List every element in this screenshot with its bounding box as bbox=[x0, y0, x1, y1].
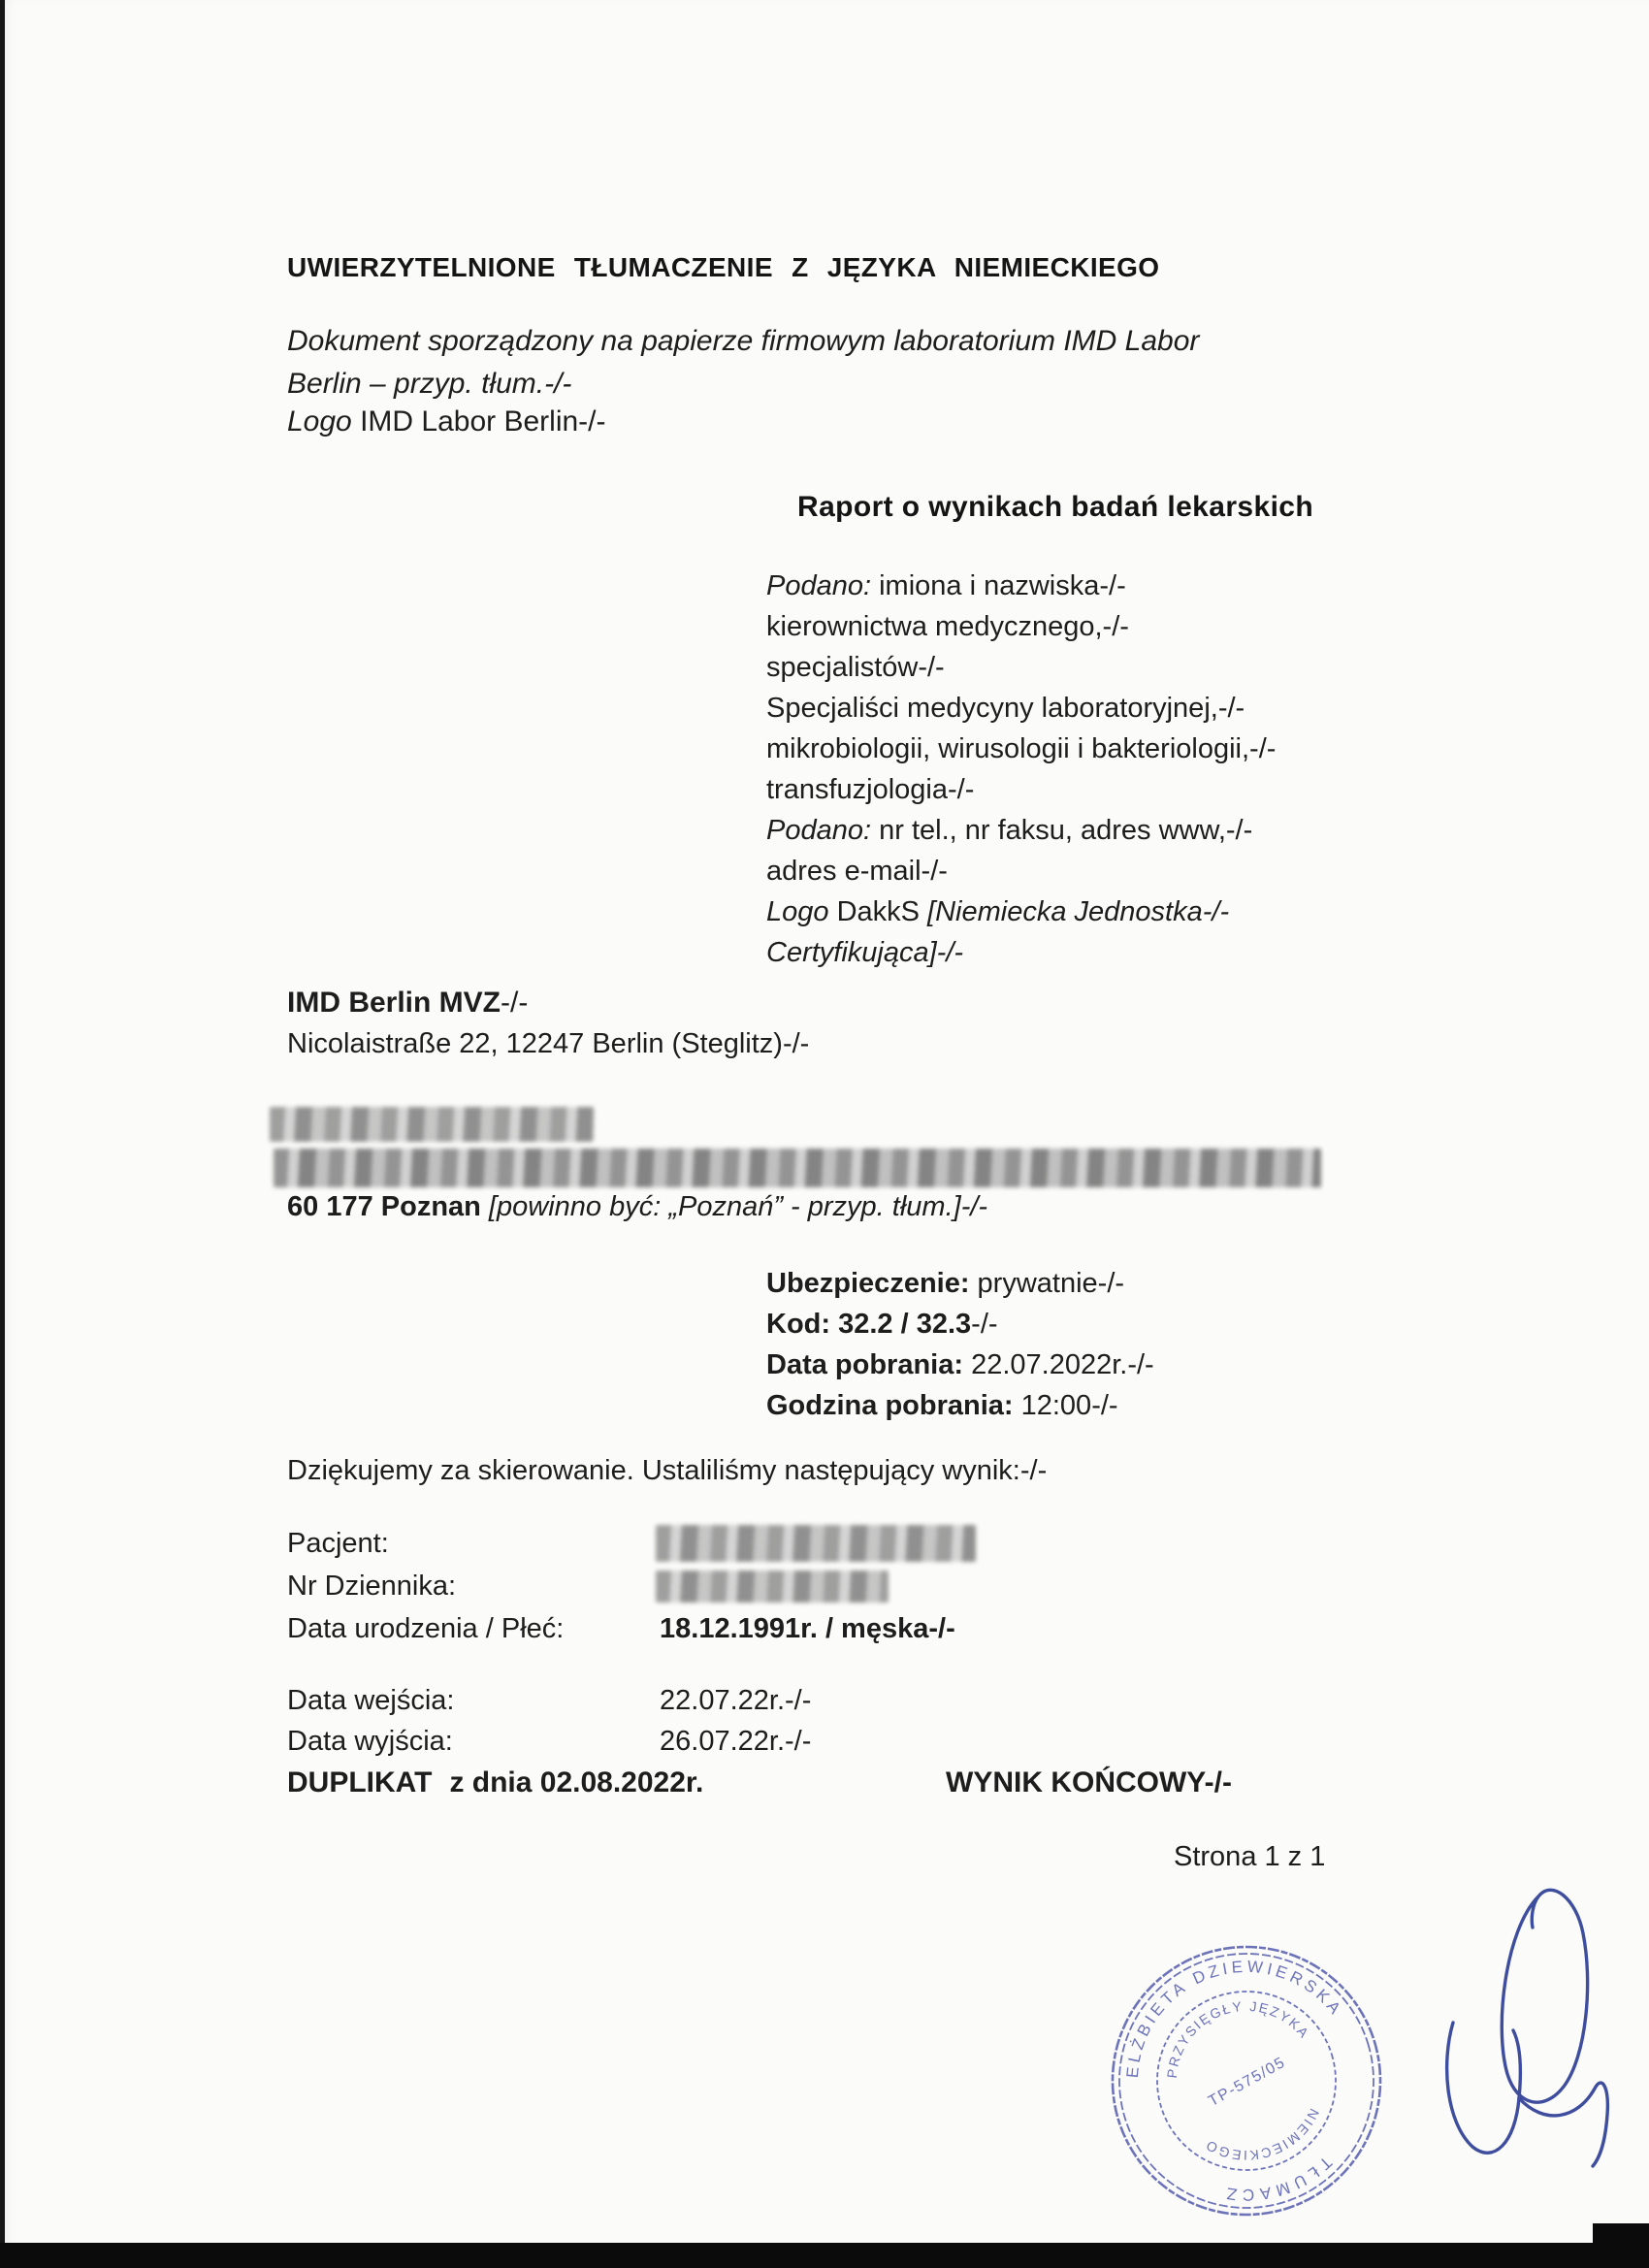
insurance-value: prywatnie-/- bbox=[969, 1268, 1125, 1299]
redacted-recipient-address bbox=[274, 1149, 1321, 1187]
given-line: mikrobiologii, wirusologii i bakteriologii,-/- bbox=[766, 733, 1277, 764]
translator-stamp bbox=[1091, 1926, 1402, 2236]
source-note-line2: Berlin – przyp. tłum.-/- bbox=[287, 368, 572, 400]
given-line bbox=[766, 566, 1276, 606]
exit-date-value: 26.07.22r.-/- bbox=[660, 1726, 812, 1757]
stamp-graphic bbox=[1091, 1926, 1402, 2236]
signature-graphic bbox=[1397, 1867, 1630, 2187]
given-line bbox=[766, 810, 1276, 851]
birthdate-sex-label: Data urodzenia / Płeć: bbox=[287, 1613, 565, 1644]
duplicate-rest: z dnia 02.08.2022r. bbox=[449, 1766, 704, 1798]
lab-address: Nicolaistraße 22, 12247 Berlin (Steglitz)-/- bbox=[287, 1028, 810, 1059]
given-info-block bbox=[766, 566, 1276, 973]
duplicate-line bbox=[287, 1766, 703, 1799]
given-line-text: imiona i nazwiska-/- bbox=[871, 570, 1126, 601]
logo-note-text: IMD Labor Berlin-/- bbox=[351, 405, 606, 437]
sampling-time-value: 12:00-/- bbox=[1013, 1390, 1118, 1421]
page-number: Strona 1 z 1 bbox=[1174, 1841, 1326, 1872]
redacted-journal-number bbox=[656, 1571, 889, 1603]
sampling-time-label: Godzina pobrania: bbox=[766, 1390, 1014, 1421]
stamp-outer-bottom-textpath: TŁUMACZ bbox=[1220, 2153, 1336, 2205]
document-title: UWIERZYTELNIONE TŁUMACZENIE Z JĘZYKA NIEMIECKIEGO bbox=[287, 252, 1160, 282]
entry-date-value: 22.07.22r.-/- bbox=[660, 1685, 812, 1716]
sampling-date-label: Data pobrania: bbox=[766, 1349, 964, 1380]
given-line: adres e-mail-/- bbox=[766, 856, 948, 887]
scan-edge-bottom bbox=[0, 2243, 1649, 2268]
scan-edge-left bbox=[0, 0, 5, 2268]
given-line: kierownictwa medycznego,-/- bbox=[766, 611, 1129, 642]
given-line-mid: DakkS bbox=[828, 896, 928, 927]
sampling-time-row bbox=[766, 1385, 1154, 1426]
lab-name: IMD Berlin MVZ bbox=[287, 987, 501, 1019]
lab-block bbox=[287, 982, 809, 1065]
code-label: Kod: 32.2 / 32.3 bbox=[766, 1309, 972, 1340]
recipient-city-line bbox=[287, 1191, 987, 1223]
signature bbox=[1397, 1867, 1630, 2187]
given-line-prefix: Podano: bbox=[766, 815, 872, 846]
signature-stroke-tail bbox=[1519, 2083, 1607, 2166]
patient-label: Pacjent: bbox=[287, 1528, 389, 1559]
referral-thanks-line: Dziękujemy za skierowanie. Ustaliliśmy następujący wynik:-/- bbox=[287, 1455, 1048, 1486]
logo-note-prefix: Logo bbox=[287, 405, 352, 437]
stamp-inner-bottom-textpath: NIEMIECKIEGO bbox=[1201, 2106, 1323, 2164]
lab-name-line bbox=[287, 982, 809, 1023]
given-line-prefix: Logo bbox=[766, 896, 829, 927]
lab-name-suffix: -/- bbox=[501, 987, 529, 1019]
logo-note bbox=[287, 405, 606, 438]
given-line bbox=[766, 891, 1276, 932]
journal-number-label: Nr Dziennika: bbox=[287, 1571, 457, 1602]
report-title: Raport o wynikach badań lekarskich bbox=[797, 491, 1314, 523]
source-note-line1: Dokument sporządzony na papierze firmowym laboratorium IMD Labor bbox=[287, 325, 1200, 357]
insurance-row bbox=[766, 1263, 1154, 1304]
sampling-date-row bbox=[766, 1345, 1154, 1385]
redacted-recipient-name bbox=[270, 1107, 594, 1142]
insurance-block bbox=[766, 1263, 1154, 1426]
stamp-center-text: TP-575/05 bbox=[1206, 2054, 1289, 2111]
code-row bbox=[766, 1304, 1154, 1345]
sampling-date-value: 22.07.2022r.-/- bbox=[963, 1349, 1154, 1380]
recipient-city: 60 177 Poznan bbox=[287, 1191, 481, 1222]
given-line-prefix: Podano: bbox=[766, 570, 872, 601]
final-result-label: WYNIK KOŃCOWY-/- bbox=[946, 1766, 1232, 1798]
given-line-text: nr tel., nr faksu, adres www,-/- bbox=[871, 815, 1253, 846]
given-line: transfuzjologia-/- bbox=[766, 774, 975, 805]
exit-date-label: Data wyjścia: bbox=[287, 1726, 453, 1757]
given-line-suffix: [Niemiecka Jednostka-/- bbox=[927, 896, 1230, 927]
signature-stroke-left bbox=[1447, 2023, 1521, 2153]
code-value: -/- bbox=[971, 1309, 998, 1340]
entry-date-label: Data wejścia: bbox=[287, 1685, 455, 1716]
birthdate-sex-value: 18.12.1991r. / męska-/- bbox=[660, 1613, 955, 1644]
source-note bbox=[287, 320, 1199, 405]
scan-edge-corner bbox=[1593, 2223, 1649, 2245]
stamp-outer-top-textpath: ELŻBIETA DZIEWIERSKA bbox=[1122, 1957, 1347, 2079]
insurance-label: Ubezpieczenie: bbox=[766, 1268, 970, 1299]
redacted-patient-name bbox=[656, 1525, 976, 1562]
given-line: Specjaliści medycyny laboratoryjnej,-/- bbox=[766, 693, 1245, 724]
recipient-translator-note: [powinno być: „Poznań” - przyp. tłum.]-/- bbox=[480, 1191, 988, 1222]
signature-stroke-loop bbox=[1502, 1890, 1587, 2102]
stamp-inner-top-textpath: PRZYSIĘGŁY JĘZYKA bbox=[1163, 1997, 1313, 2080]
given-line: Certyfikująca]-/- bbox=[766, 937, 964, 968]
duplicate-word: DUPLIKAT bbox=[287, 1766, 433, 1798]
given-line: specjalistów-/- bbox=[766, 652, 945, 683]
